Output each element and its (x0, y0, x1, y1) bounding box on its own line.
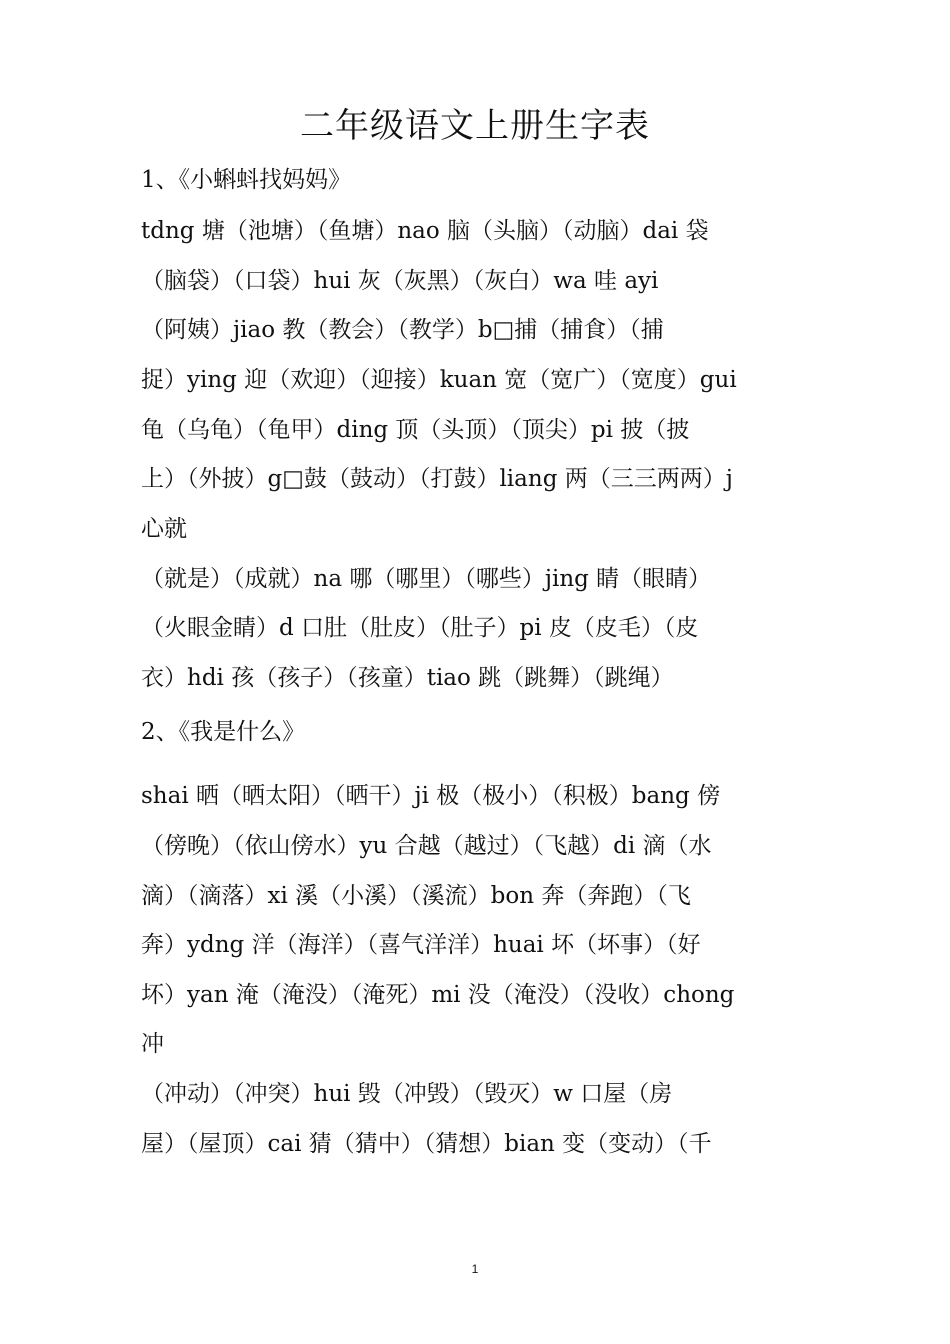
text-line: （冲动）（冲突）hui 毁（冲毁）（毁灭）w 口屋（房 (141, 1081, 673, 1107)
text-line: 上）（外披）g□鼓（鼓动）（打鼓）liang 两（三三两两）j (141, 466, 733, 492)
text-line: 屋）（屋顶）cai 猜（猜中）（猜想）bian 变（变动）（千 (141, 1131, 712, 1157)
section-heading-2: 2、《我是什么》 (141, 719, 306, 745)
page-title: 二年级语文上册生字表 (300, 106, 650, 146)
text-line: （脑袋）（口袋）hui 灰（灰黑）（灰白）wa 哇 ayi (141, 268, 659, 294)
text-line: 捉）ying 迎（欢迎）（迎接）kuan 宽（宽广）（宽度）gui (141, 367, 737, 393)
text-line: 衣）hdi 孩（孩子）（孩童）tiao 跳（跳舞）（跳绳） (141, 665, 674, 691)
text-line: tdng 塘（池塘）（鱼塘）nao 脑（头脑）（动脑）dai 袋 (141, 218, 709, 244)
text-line: 心就 (141, 516, 187, 542)
text-line: （火眼金睛）d 口肚（肚皮）（肚子）pi 皮（皮毛）（皮 (141, 615, 699, 641)
text-line: （阿姨）jiao 教（教会）（教学）b□捕（捕食）（捕 (141, 317, 664, 343)
page-number: 1 (471, 1262, 479, 1276)
text-line: 奔）ydng 洋（海洋）（喜气洋洋）huai 坏（坏事）（好 (141, 932, 701, 958)
text-line: 滴）（滴落）xi 溪（小溪）（溪流）bon 奔（奔跑）（飞 (141, 883, 691, 909)
text-line: 坏）yan 淹（淹没）（淹死）mi 没（淹没）（没收）chong (141, 982, 735, 1008)
text-line: shai 晒（晒太阳）（晒干）ji 极（极小）（积极）bang 傍 (141, 783, 721, 809)
text-line: （就是）（成就）na 哪（哪里）（哪些）jing 睛（眼睛） (141, 566, 712, 592)
text-line: 冲 (141, 1031, 164, 1057)
text-line: （傍晚）（依山傍水）yu 合越（越过）（飞越）di 滴（水 (141, 833, 712, 859)
section-heading-1: 1、《小蝌蚪找妈妈》 (141, 167, 352, 193)
text-line: 龟（乌龟）（龟甲）ding 顶（头顶）（顶尖）pi 披（披 (141, 417, 690, 443)
